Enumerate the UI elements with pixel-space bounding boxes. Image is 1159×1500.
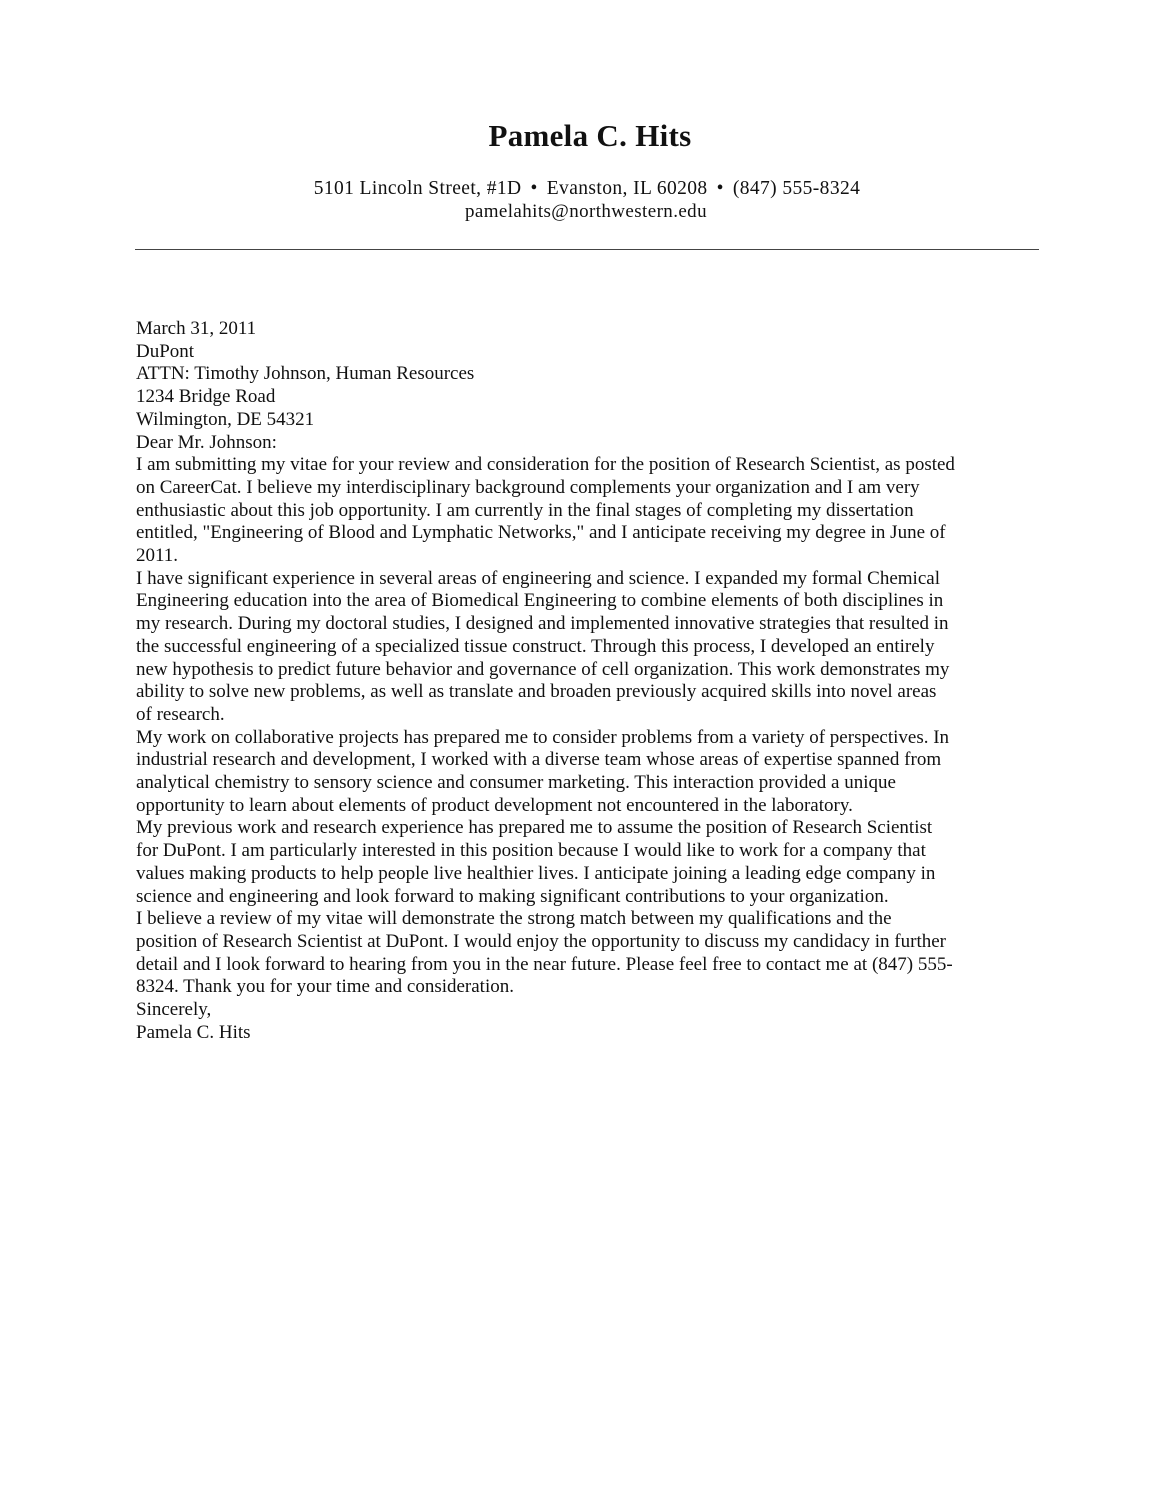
sender-city: Evanston, IL 60208 (546, 178, 708, 199)
recipient-line: Wilmington, DE 54321 (136, 408, 315, 430)
sender-email: pamelahits@northwestern.edu (465, 201, 707, 222)
paragraph-line: values making products to help people live healthier lives. I anticipate joining a leading edge company in (136, 862, 936, 884)
paragraph-line: My work on collaborative projects has prepared me to consider problems from a variety of perspectives. In (136, 726, 950, 748)
paragraph-line: enthusiastic about this job opportunity. I am currently in the final stages of completing my dissertation (136, 499, 914, 521)
paragraph-line: of research. (136, 703, 225, 725)
signature-name: Pamela C. Hits (136, 1021, 251, 1043)
paragraph-5 (136, 908, 1038, 999)
paragraph-line: position of Research Scientist at DuPont. I would enjoy the opportunity to discuss my candidacy in further (136, 930, 947, 952)
paragraph-line: on CareerCat. I believe my interdisciplinary background complements your organization and I am very (136, 476, 920, 498)
recipient-line: DuPont (136, 340, 195, 362)
paragraph-line: analytical chemistry to sensory science and consumer marketing. This interaction provided a unique (136, 772, 896, 794)
paragraph-line: I believe a review of my vitae will demonstrate the strong match between my qualifications and the (136, 908, 892, 930)
paragraph-1 (136, 454, 1038, 568)
paragraph-2 (136, 568, 1038, 727)
paragraph-line: detail and I look forward to hearing from you in the near future. Please feel free to contact me at (847) 555- (136, 953, 953, 975)
paragraph-line: My previous work and research experience has prepared me to assume the position of Research Scientist (136, 817, 933, 839)
paragraph-line: my research. During my doctoral studies, I designed and implemented innovative strategies that resulted in (136, 613, 949, 635)
sender-name: Pamela C. Hits (488, 118, 692, 153)
paragraph-line: opportunity to learn about elements of product development not encountered in the laboratory. (136, 794, 853, 816)
paragraph-line: I have significant experience in several areas of engineering and science. I expanded my formal Chemical (136, 567, 940, 589)
salutation: Dear Mr. Johnson: (136, 431, 277, 453)
paragraph-line: for DuPont. I am particularly interested in this position because I would like to work for a company that (136, 840, 926, 862)
closing: Sincerely, (136, 999, 212, 1021)
letter-body (136, 318, 1038, 1045)
paragraph-line: 2011. (136, 545, 179, 567)
paragraph-line: ability to solve new problems, as well as translate and broaden previously acquired skills into novel areas (136, 681, 937, 703)
contact-line (0, 178, 1159, 200)
paragraph-line: entitled, "Engineering of Blood and Lymphatic Networks," and I anticipate receiving my degree in June of (136, 522, 946, 544)
paragraph-3 (136, 727, 1038, 818)
paragraph-line: new hypothesis to predict future behavior and governance of cell organization. This work demonstrates my (136, 658, 950, 680)
recipient-line: 1234 Bridge Road (136, 386, 276, 408)
sender-phone: (847) 555-8324 (732, 178, 861, 199)
recipient-line: ATTN: Timothy Johnson, Human Resources (136, 363, 475, 385)
paragraph-line: the successful engineering of a specialized tissue construct. Through this process, I developed an entirely (136, 635, 935, 657)
header-divider (135, 249, 1039, 250)
paragraph-line: science and engineering and look forward to making significant contributions to your organization. (136, 885, 889, 907)
paragraph-line: 8324. Thank you for your time and consideration. (136, 976, 514, 998)
recipient-address (136, 341, 1038, 432)
sender-street: 5101 Lincoln Street, #1D (313, 178, 522, 199)
paragraph-line: Engineering education into the area of Biomedical Engineering to combine elements of both disciplines in (136, 590, 944, 612)
separator-bullet: • (716, 178, 724, 199)
letter-date: March 31, 2011 (136, 318, 257, 339)
paragraph-line: industrial research and development, I worked with a diverse team whose areas of expertise spanned from (136, 749, 942, 771)
paragraph-line: I am submitting my vitae for your review and consideration for the position of Research Scientist, as posted (136, 454, 955, 476)
paragraph-4 (136, 817, 1038, 908)
separator-bullet: • (530, 178, 538, 199)
